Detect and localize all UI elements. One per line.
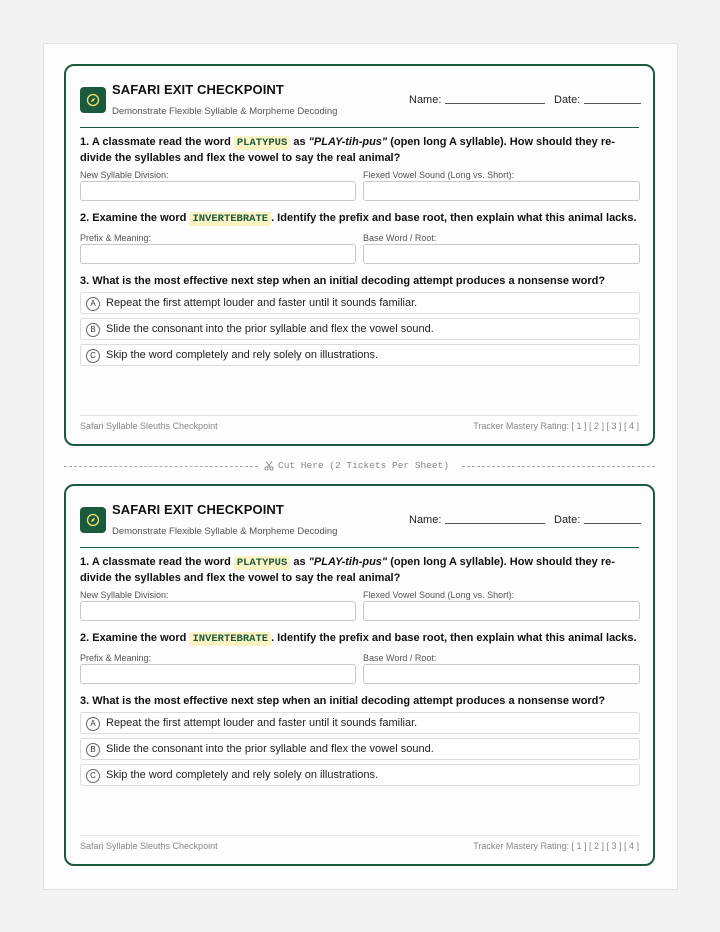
keyword-invertebrate: INVERTEBRATE [189, 212, 271, 226]
pronunciation: "PLAY-tih-pus" [308, 136, 388, 148]
option-a[interactable] [80, 712, 640, 734]
option-text: Slide the consonant into the prior syllable and flex the vowel sound. [106, 743, 434, 755]
ticket-title: SAFARI EXIT CHECKPOINT [112, 502, 284, 517]
question-3: 3. What is the most effective next step when an initial decoding attempt produces a nonsense word? [80, 695, 606, 707]
date-field[interactable] [584, 103, 641, 104]
syllable-division-input[interactable] [80, 601, 356, 621]
option-b[interactable] [80, 318, 640, 340]
keyword-platypus: PLATYPUS [234, 136, 290, 150]
date-label: Date: [554, 514, 581, 526]
option-text: Skip the word completely and rely solely on illustrations. [106, 769, 379, 781]
footer-divider [80, 415, 639, 416]
mastery-rating: Tracker Mastery Rating: [ 1 ] [ 2 ] [ 3 ] [ 4 ] [473, 841, 639, 851]
option-c[interactable] [80, 764, 640, 786]
ticket-title: SAFARI EXIT CHECKPOINT [112, 82, 284, 97]
base-root-input[interactable] [363, 244, 640, 264]
option-letter: C [86, 349, 100, 363]
cut-text: Cut Here (2 Tickets Per Sheet) [278, 460, 450, 471]
vowel-sound-input[interactable] [363, 601, 640, 621]
base-root-label: Base Word / Root: [363, 653, 437, 663]
option-c[interactable] [80, 344, 640, 366]
option-text: Skip the word completely and rely solely on illustrations. [106, 349, 379, 361]
option-text: Slide the consonant into the prior syllable and flex the vowel sound. [106, 323, 434, 335]
compass-icon [80, 87, 106, 113]
question-2: 2. Examine the word INVERTEBRATE . Identify the prefix and base root, then explain what this animal lacks. [80, 632, 637, 645]
scissors-icon [264, 461, 274, 471]
option-letter: B [86, 743, 100, 757]
name-field[interactable] [445, 103, 545, 104]
compass-icon [80, 507, 106, 533]
cut-dash-left [64, 466, 258, 467]
base-root-label: Base Word / Root: [363, 233, 437, 243]
prefix-meaning-label: Prefix & Meaning: [80, 653, 152, 663]
date-field[interactable] [584, 523, 641, 524]
base-root-input[interactable] [363, 664, 640, 684]
mastery-rating: Tracker Mastery Rating: [ 1 ] [ 2 ] [ 3 ] [ 4 ] [473, 421, 639, 431]
option-text: Repeat the first attempt louder and faster until it sounds familiar. [106, 717, 418, 729]
syllable-division-input[interactable] [80, 181, 356, 201]
exit-ticket-1 [64, 64, 655, 446]
vowel-sound-label: Flexed Vowel Sound (Long vs. Short): [363, 590, 515, 600]
pronunciation: "PLAY-tih-pus" [308, 556, 388, 568]
date-label: Date: [554, 94, 581, 106]
prefix-meaning-input[interactable] [80, 664, 356, 684]
option-letter: C [86, 769, 100, 783]
option-letter: A [86, 717, 100, 731]
header-divider [80, 547, 639, 548]
option-b[interactable] [80, 738, 640, 760]
prefix-meaning-label: Prefix & Meaning: [80, 233, 152, 243]
ticket-subtitle: Demonstrate Flexible Syllable & Morpheme Decoding [112, 526, 338, 537]
syllable-division-label: New Syllable Division: [80, 590, 169, 600]
exit-ticket-2 [64, 484, 655, 866]
vowel-sound-input[interactable] [363, 181, 640, 201]
name-label: Name: [409, 514, 442, 526]
ticket-subtitle: Demonstrate Flexible Syllable & Morpheme Decoding [112, 106, 338, 117]
question-1: 1. A classmate read the word PLATYPUS as "PLAY-tih-pus" (open long A syllable). How should they re- divide the syllables and flex the vowel to say the real animal? [80, 556, 615, 584]
footer-title: Safari Syllable Sleuths Checkpoint [80, 421, 218, 431]
name-field[interactable] [445, 523, 545, 524]
question-2: 2. Examine the word INVERTEBRATE . Identify the prefix and base root, then explain what this animal lacks. [80, 212, 637, 225]
syllable-division-label: New Syllable Division: [80, 170, 169, 180]
option-letter: A [86, 297, 100, 311]
cut-label [264, 460, 449, 471]
option-text: Repeat the first attempt louder and faster until it sounds familiar. [106, 297, 418, 309]
vowel-sound-label: Flexed Vowel Sound (Long vs. Short): [363, 170, 515, 180]
keyword-platypus: PLATYPUS [234, 556, 290, 570]
question-3: 3. What is the most effective next step when an initial decoding attempt produces a nonsense word? [80, 275, 606, 287]
header-divider [80, 127, 639, 128]
name-label: Name: [409, 94, 442, 106]
option-a[interactable] [80, 292, 640, 314]
footer-divider [80, 835, 639, 836]
cut-line [64, 460, 655, 472]
cut-dash-right [462, 466, 655, 467]
prefix-meaning-input[interactable] [80, 244, 356, 264]
question-1: 1. A classmate read the word PLATYPUS as "PLAY-tih-pus" (open long A syllable). How should they re- divide the syllables and flex the vowel to say the real animal? [80, 136, 615, 164]
option-letter: B [86, 323, 100, 337]
footer-title: Safari Syllable Sleuths Checkpoint [80, 841, 218, 851]
keyword-invertebrate: INVERTEBRATE [189, 632, 271, 646]
